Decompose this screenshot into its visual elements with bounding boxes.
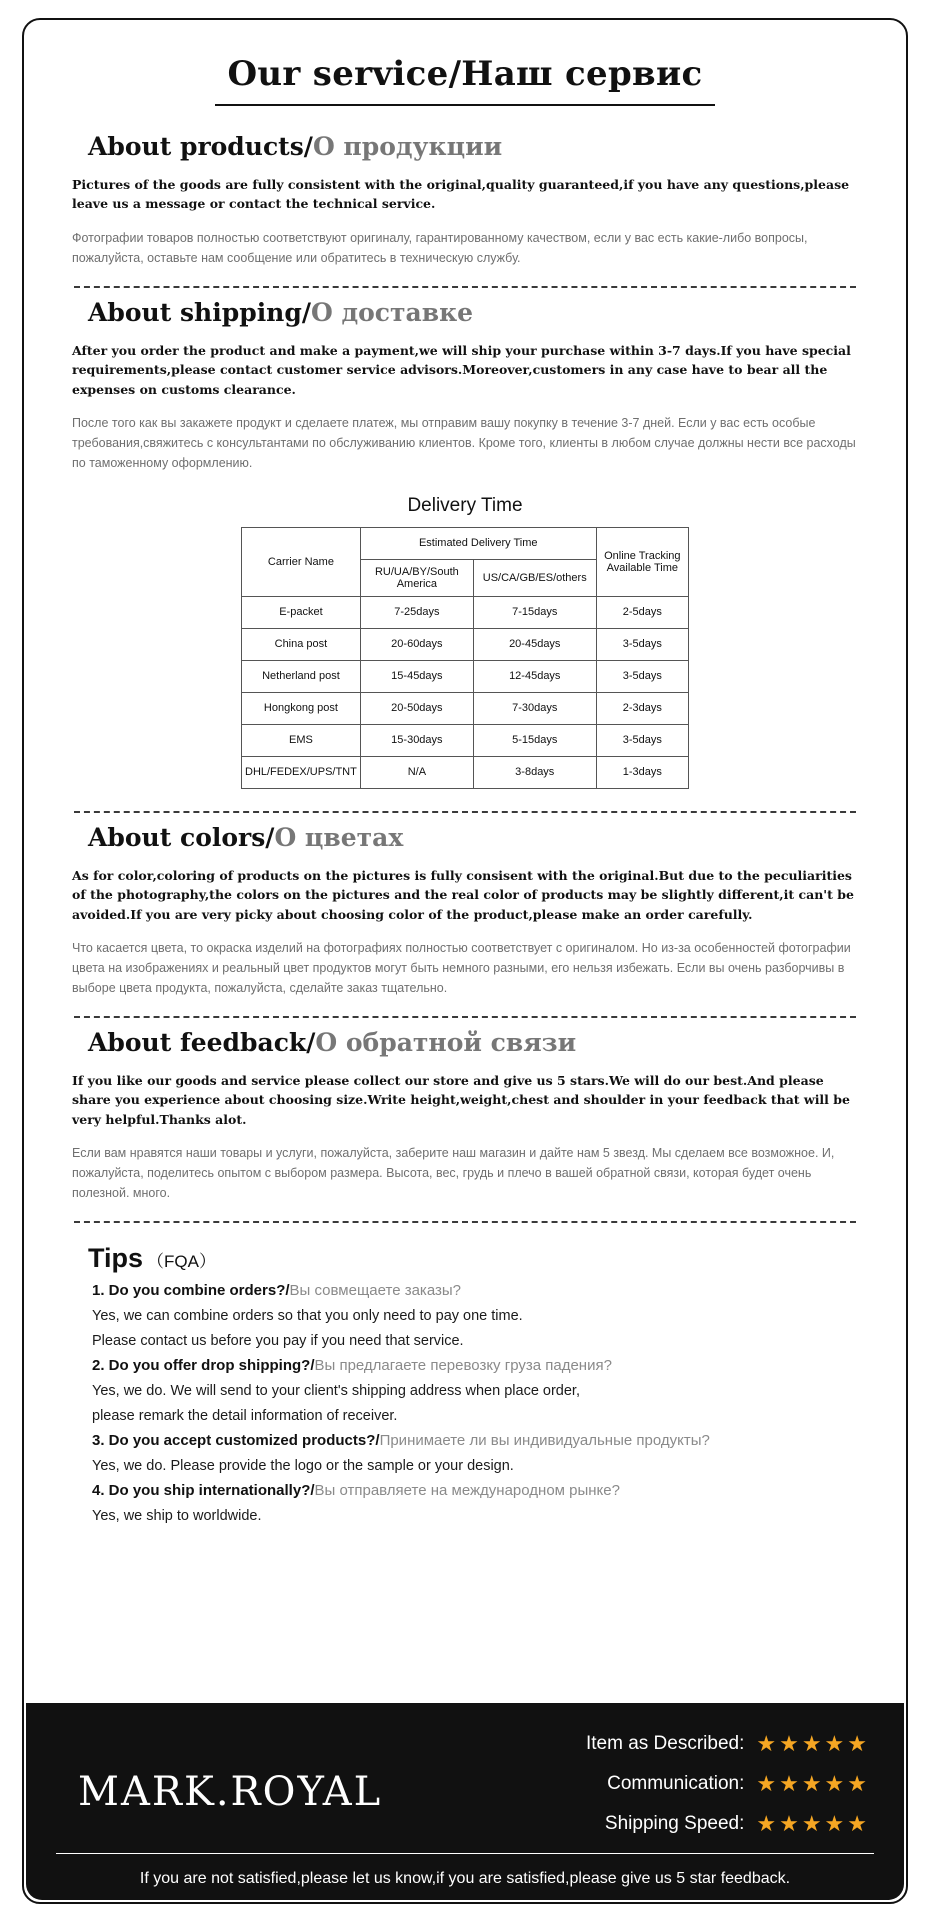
- rating-label: Item as Described:: [585, 1733, 745, 1754]
- section-products-text-en: Pictures of the goods are fully consistent with the original,quality guaranteed,if you have any questions,please leave us a message or contact the technical service.: [72, 177, 850, 212]
- rating-label: Shipping Speed:: [604, 1813, 745, 1834]
- question-en: 1. Do you combine orders?/: [92, 1282, 290, 1300]
- question-en: 4. Do you ship internationally?/: [92, 1482, 315, 1500]
- cell-carrier: Netherland post: [242, 660, 361, 692]
- question-ru: Вы совмещаете заказы?: [289, 1282, 461, 1300]
- section-colors-heading: [88, 823, 878, 852]
- cell-carrier: China post: [242, 628, 361, 660]
- star-rating-icon: ★★★★★: [756, 1811, 870, 1836]
- table-row: [242, 660, 689, 692]
- heading-en: About colors/: [88, 822, 275, 852]
- heading-ru: О продукции: [312, 132, 503, 161]
- heading-ru: О доставке: [310, 297, 474, 327]
- table-row: [242, 628, 689, 660]
- cell-carrier: E-packet: [242, 596, 361, 628]
- cell-us: 5-15days: [473, 724, 596, 756]
- rating-row: [586, 1771, 870, 1797]
- tips-question: [92, 1432, 878, 1449]
- header-region-ru: RU/UA/BY/South America: [360, 559, 473, 596]
- brand-logo: MARK.ROYAL: [78, 1769, 383, 1815]
- section-products-heading: [88, 132, 878, 161]
- table-row: [242, 692, 689, 724]
- tips-answer: Please contact us before you pay if you need that service.: [92, 1333, 464, 1350]
- rating-row: [586, 1731, 870, 1757]
- divider: [74, 1221, 856, 1223]
- cell-carrier: EMS: [242, 724, 361, 756]
- divider: [74, 811, 856, 813]
- section-feedback-heading: [88, 1028, 878, 1057]
- header-online-tracking: Online Tracking Available Time: [596, 527, 688, 596]
- question-ru: Принимаете ли вы индивидуальные продукты?: [379, 1432, 710, 1450]
- question-ru: Вы предлагаете перевозку груза падения?: [314, 1357, 612, 1375]
- table-row: [242, 596, 689, 628]
- section-products-text-ru: Фотографии товаров полностью соответствуют оригиналу, гарантированному качеством, если у вас есть какие-либо вопросы, пожалуйста, оставьте нам сообщение или обратитесь в техническую службу.: [72, 230, 808, 265]
- cell-us: 12-45days: [473, 660, 596, 692]
- heading-ru: О обратной связи: [315, 1028, 577, 1057]
- ratings-block: [586, 1731, 870, 1851]
- cell-us: 20-45days: [473, 628, 596, 660]
- section-feedback-text-en: If you like our goods and service please collect our store and give us 5 stars.We will do our best.And please share you experience about choosing size.Write height,weight,chest and shoulder in your feedback that will be very helpful.Thanks alot.: [72, 1073, 850, 1127]
- heading-en: About shipping/: [88, 297, 311, 327]
- question-en: 3. Do you accept customized products?/: [92, 1432, 380, 1450]
- section-shipping-heading: [88, 298, 878, 327]
- divider: [74, 286, 856, 288]
- cell-tracking: 3-5days: [596, 660, 688, 692]
- cell-us: 7-30days: [473, 692, 596, 724]
- section-products: [52, 132, 878, 161]
- question-ru: Вы отправляете на международном рынке?: [314, 1482, 620, 1500]
- tips-answer: Yes, we do. Please provide the logo or the sample or your design.: [92, 1458, 514, 1475]
- rating-row: [586, 1811, 870, 1837]
- tips-answer: Yes, we do. We will send to your client's shipping address when place order,: [92, 1383, 580, 1400]
- tips-question: [92, 1282, 878, 1299]
- footer-note: If you are not satisfied,please let us know,if you are satisfied,please give us 5 star feedback.: [139, 1870, 791, 1887]
- heading-ru: О цветах: [274, 822, 404, 852]
- cell-ru: 15-45days: [360, 660, 473, 692]
- tips-answer: Yes, we can combine orders so that you only need to pay one time.: [92, 1308, 523, 1325]
- cell-us: 7-15days: [473, 596, 596, 628]
- cell-ru: 7-25days: [360, 596, 473, 628]
- title-underline: [215, 104, 715, 106]
- heading-en: About products/: [88, 132, 313, 161]
- header-region-us: US/CA/GB/ES/others: [473, 559, 596, 596]
- star-rating-icon: ★★★★★: [756, 1731, 870, 1756]
- delivery-time-table: [241, 527, 689, 789]
- tips-fqa-label: （FQA）: [147, 1252, 216, 1272]
- cell-tracking: 3-5days: [596, 724, 688, 756]
- rating-label: Communication:: [607, 1773, 745, 1794]
- tips-question: [92, 1357, 878, 1374]
- cell-carrier: DHL/FEDEX/UPS/TNT: [242, 756, 361, 788]
- cell-ru: 15-30days: [360, 724, 473, 756]
- delivery-table-title: Delivery Time: [407, 494, 523, 516]
- table-header-row: [242, 527, 689, 559]
- cell-tracking: 3-5days: [596, 628, 688, 660]
- tips-answer: please remark the detail information of receiver.: [92, 1408, 398, 1425]
- page-title-block: [52, 54, 878, 106]
- heading-en: About feedback/: [88, 1028, 316, 1057]
- section-feedback: [52, 1028, 878, 1057]
- footer-divider: [56, 1853, 874, 1854]
- cell-tracking: 2-3days: [596, 692, 688, 724]
- section-shipping: [52, 298, 878, 327]
- star-rating-icon: ★★★★★: [756, 1771, 870, 1796]
- tips-title: Tips: [88, 1243, 144, 1274]
- tips-section: [52, 1243, 878, 1524]
- table-row: [242, 724, 689, 756]
- section-feedback-text-ru: Если вам нравятся наши товары и услуги, пожалуйста, заберите наш магазин и дайте нам 5 звезд. Мы сделаем все возможное. И, пожалуйста, поделитесь опытом с выбором размера. Высота, вес, грудь и плечо в вашей обратной связи, которая будет очень полезной. много.: [72, 1146, 835, 1201]
- section-colors-text-en: As for color,coloring of products on the pictures is fully consisent with the original.But due to the peculiarities of the photography,the colors on the pictures and the real color of products may be slightly different,it can't be avoided.If you are very picky about choosing color of the product,please make an order carefully.: [72, 867, 854, 922]
- cell-carrier: Hongkong post: [242, 692, 361, 724]
- tips-answer: Yes, we ship to worldwide.: [92, 1508, 262, 1525]
- service-card: [22, 18, 908, 1904]
- cell-ru: 20-60days: [360, 628, 473, 660]
- footer-bar: [26, 1703, 904, 1900]
- cell-tracking: 2-5days: [596, 596, 688, 628]
- section-shipping-text-en: After you order the product and make a payment,we will ship your purchase within 3-7 days.If you have special requirements,please contact customer service advisors.Moreover,customers in any case have to bear all the expenses on customs clearance.: [72, 342, 851, 397]
- header-estimated-delivery-time: Estimated Delivery Time: [360, 527, 596, 559]
- cell-us: 3-8days: [473, 756, 596, 788]
- tips-question: [92, 1482, 878, 1499]
- section-shipping-text-ru: После того как вы закажете продукт и сделаете платеж, мы отправим вашу покупку в течение 3-7 дней. Если у вас есть особые требования,свяжитесь с консультантами по обслуживанию клиентов. Кроме того, клиенты в любом случае должны нести все расходы по таможенному оформлению.: [72, 415, 856, 470]
- section-colors-text-ru: Что касается цвета, то окраска изделий на фотографиях полностью соответствует с оригиналом. Но из-за особенностей фотографии цвета на изображениях и реальный цвет продуктов могут быть немного разными, его нельзя избежать. Если вы очень разборчивы в выборе цвета продукта, пожалуйста, сделайте заказ тщательно.: [72, 941, 851, 995]
- page-title: Our service/Наш сервис: [227, 54, 703, 94]
- cell-ru: N/A: [360, 756, 473, 788]
- cell-ru: 20-50days: [360, 692, 473, 724]
- header-carrier-name: Carrier Name: [242, 527, 361, 596]
- divider: [74, 1016, 856, 1018]
- table-row: [242, 756, 689, 788]
- cell-tracking: 1-3days: [596, 756, 688, 788]
- question-en: 2. Do you offer drop shipping?/: [92, 1357, 315, 1375]
- section-colors: [52, 823, 878, 852]
- card-inner: [24, 20, 906, 1902]
